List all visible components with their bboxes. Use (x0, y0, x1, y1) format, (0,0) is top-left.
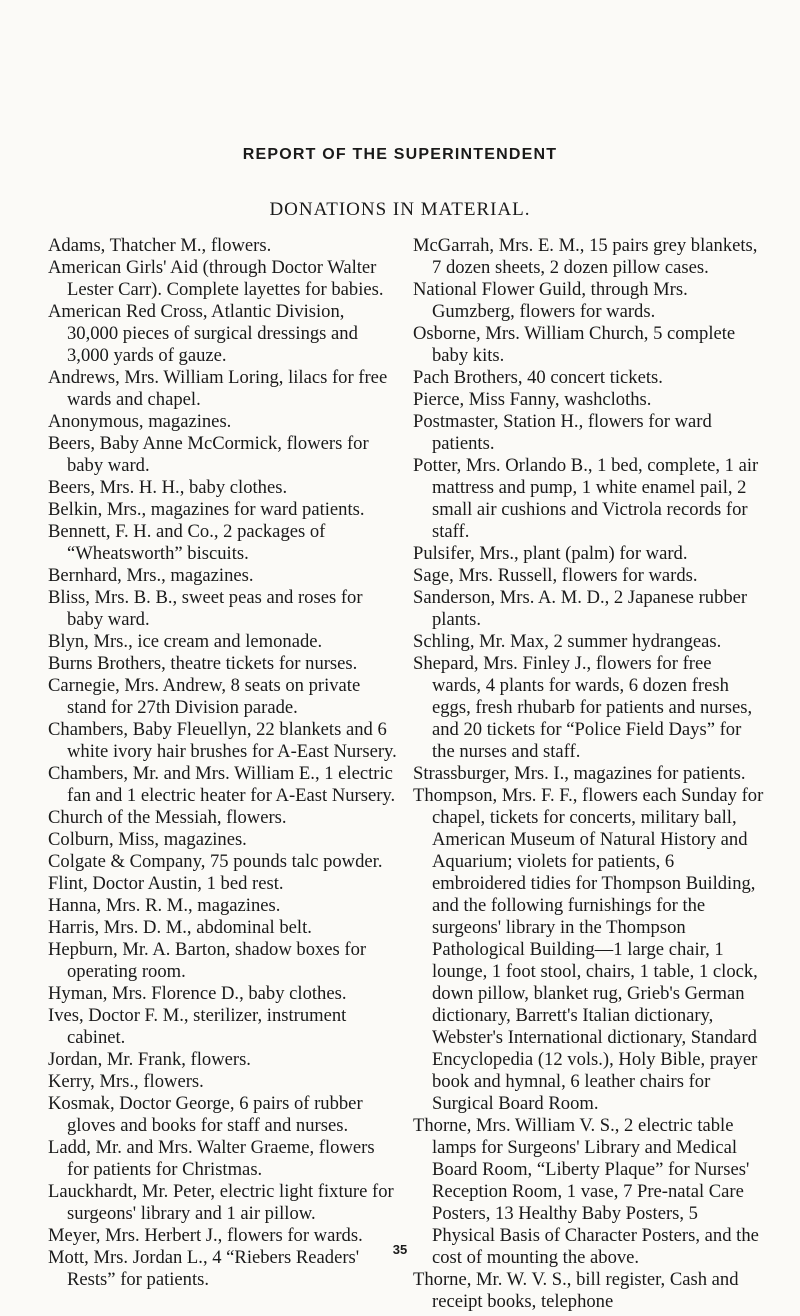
donation-entry: Colgate & Company, 75 pounds talc powder. (48, 851, 383, 872)
donation-entry: Harris, Mrs. D. M., abdominal belt. (48, 917, 312, 938)
section-title: DONATIONS IN MATERIAL. (269, 199, 531, 220)
donation-entry: Thompson, Mrs. F. F., flowers each Sunday for chapel, tickets for concerts, military ball, American Museum of Natural History and Aquarium; violets for patients, 6 embroidered tidies for Thompson Building, and the following furnishings for the surgeons' library in the Thompson Pathological Building—1 large chair, 1 lounge, 1 foot stool, chairs, 1 table, 1 clock, down pillow, blanket rug, Grieb's German dictionary, Barrett's Italian dictionary, Webster's International dictionary, Standard Encyclopedia (12 vols.), Holy Bible, prayer book and hymnal, 6 leather chairs for Surgical Board Room. (413, 785, 764, 1114)
right-column (413, 235, 765, 1313)
donation-entry: Ladd, Mr. and Mrs. Walter Graeme, flowers for patients for Christmas. (48, 1137, 375, 1180)
donation-entry: Burns Brothers, theatre tickets for nurses. (48, 653, 358, 674)
donation-entry: Thorne, Mrs. William V. S., 2 electric table lamps for Surgeons' Library and Medical Board Room, “Liberty Plaque” for Nurses' Reception Room, 1 vase, 7 Pre-natal Care Posters, 13 Healthy Baby Posters, 5 Physical Basis of Character Posters, and the cost of mounting the above. (413, 1115, 759, 1268)
donation-entry: Sanderson, Mrs. A. M. D., 2 Japanese rubber plants. (413, 587, 748, 630)
donation-entry: Kosmak, Doctor George, 6 pairs of rubber gloves and books for staff and nurses. (48, 1093, 363, 1136)
donation-entry: Postmaster, Station H., flowers for ward patients. (413, 411, 712, 454)
donation-entry: Osborne, Mrs. William Church, 5 complete baby kits. (413, 323, 736, 366)
donation-entry: Ives, Doctor F. M., sterilizer, instrument cabinet. (48, 1005, 347, 1048)
page-number: 35 (392, 1242, 408, 1257)
donation-entry: Chambers, Baby Fleuellyn, 22 blankets and 6 white ivory hair brushes for A-East Nursery. (48, 719, 397, 762)
donation-entry: Lauckhardt, Mr. Peter, electric light fixture for surgeons' library and 1 air pillow. (48, 1181, 394, 1224)
donation-entry: Beers, Baby Anne McCormick, flowers for baby ward. (48, 433, 369, 476)
donation-entry: American Red Cross, Atlantic Division, 30,000 pieces of surgical dressings and 3,000 yards of gauze. (48, 301, 358, 366)
donation-entry: Bernhard, Mrs., magazines. (48, 565, 254, 586)
donation-entry: Bennett, F. H. and Co., 2 packages of “Wheatsworth” biscuits. (48, 521, 326, 564)
donation-entry: Flint, Doctor Austin, 1 bed rest. (48, 873, 284, 894)
donation-entry: Shepard, Mrs. Finley J., flowers for free wards, 4 plants for wards, 6 dozen fresh eggs, fresh rhubarb for patients and nurses, and 20 tickets for “Police Field Days” for the nurses and staff. (413, 653, 753, 762)
donation-entry: Pulsifer, Mrs., plant (palm) for ward. (413, 543, 688, 564)
donation-entry: Meyer, Mrs. Herbert J., flowers for wards. (48, 1225, 363, 1246)
donation-entry: Chambers, Mr. and Mrs. William E., 1 electric fan and 1 electric heater for A-East Nursery. (48, 763, 396, 806)
donation-entry: Anonymous, magazines. (48, 411, 232, 432)
donation-entry: Mott, Mrs. Jordan L., 4 “Riebers Readers' Rests” for patients. (48, 1247, 360, 1290)
donation-entry: Jordan, Mr. Frank, flowers. (48, 1049, 251, 1070)
donation-entry: Adams, Thatcher M., flowers. (48, 235, 272, 256)
donation-entry: Carnegie, Mrs. Andrew, 8 seats on private stand for 27th Division parade. (48, 675, 361, 718)
donation-entry: National Flower Guild, through Mrs. Gumzberg, flowers for wards. (413, 279, 688, 322)
donation-entry: Pach Brothers, 40 concert tickets. (413, 367, 663, 388)
donation-entry: Blyn, Mrs., ice cream and lemonade. (48, 631, 323, 652)
donation-entry: Beers, Mrs. H. H., baby clothes. (48, 477, 288, 498)
donation-entry: Andrews, Mrs. William Loring, lilacs for free wards and chapel. (48, 367, 388, 410)
left-column (48, 235, 400, 1291)
donation-entry: Thorne, Mr. W. V. S., bill register, Cash and receipt books, telephone (413, 1269, 739, 1312)
donation-entry: Kerry, Mrs., flowers. (48, 1071, 204, 1092)
donation-entry: Hanna, Mrs. R. M., magazines. (48, 895, 281, 916)
donation-entry: Hepburn, Mr. A. Barton, shadow boxes for operating room. (48, 939, 367, 982)
donation-entry: Potter, Mrs. Orlando B., 1 bed, complete, 1 air mattress and pump, 1 white enamel pail, 2 small air cushions and Victrola records for staff. (413, 455, 759, 542)
donation-entry: McGarrah, Mrs. E. M., 15 pairs grey blankets, 7 dozen sheets, 2 dozen pillow cases. (413, 235, 758, 278)
report-header: REPORT OF THE SUPERINTENDENT (242, 146, 558, 163)
donation-entry: Bliss, Mrs. B. B., sweet peas and roses for baby ward. (48, 587, 363, 630)
donation-entry: Pierce, Miss Fanny, washcloths. (413, 389, 652, 410)
donation-entry: Church of the Messiah, flowers. (48, 807, 287, 828)
donation-entry: American Girls' Aid (through Doctor Walter Lester Carr). Complete layettes for babies. (48, 257, 384, 300)
donation-entry: Strassburger, Mrs. I., magazines for patients. (413, 763, 746, 784)
donation-entry: Colburn, Miss, magazines. (48, 829, 247, 850)
donation-entry: Hyman, Mrs. Florence D., baby clothes. (48, 983, 347, 1004)
donation-entry: Schling, Mr. Max, 2 summer hydrangeas. (413, 631, 722, 652)
donation-entry: Belkin, Mrs., magazines for ward patients. (48, 499, 365, 520)
donation-entry: Sage, Mrs. Russell, flowers for wards. (413, 565, 698, 586)
